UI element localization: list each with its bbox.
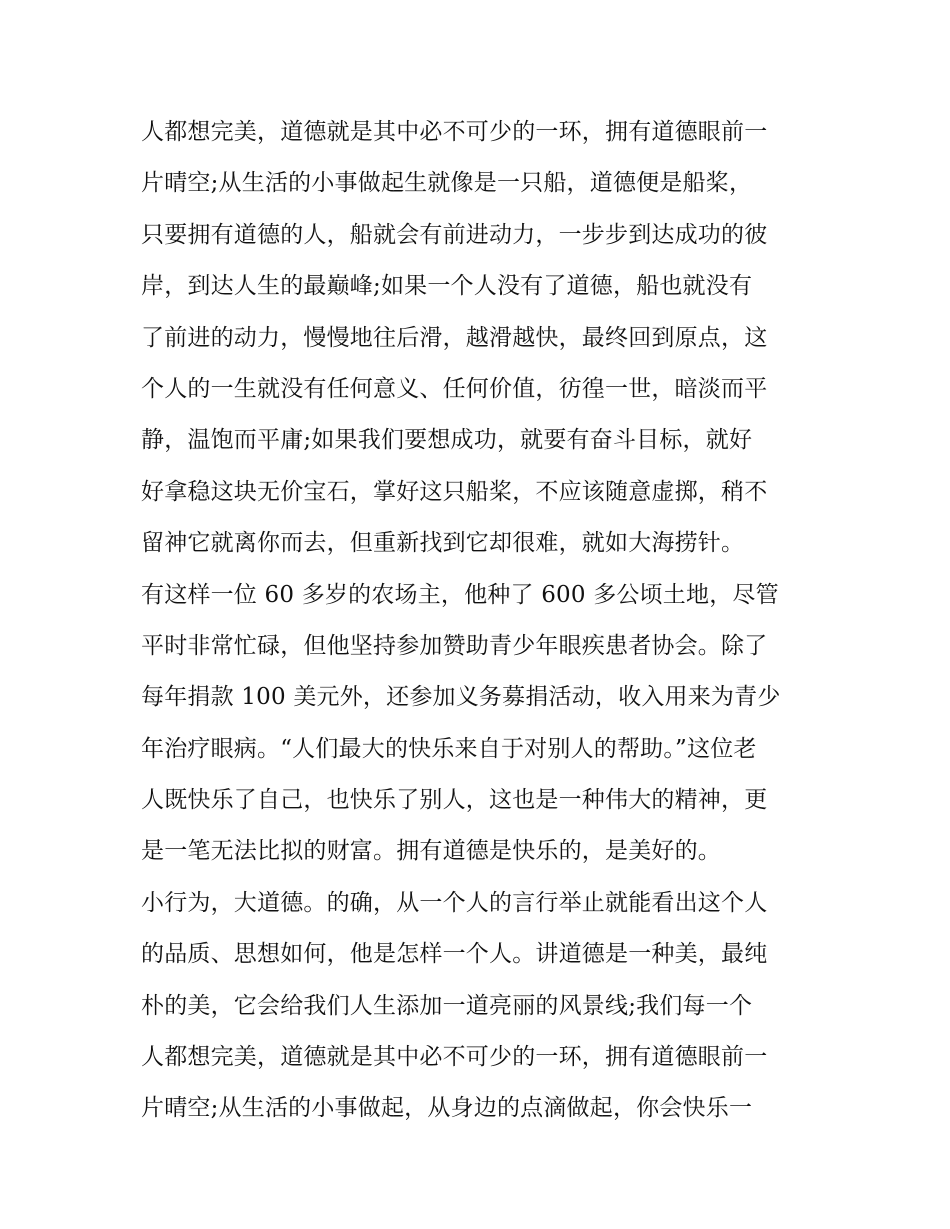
text-line: 人既快乐了自己，也快乐了别人，这也是一种伟大的精神，更: [141, 787, 768, 814]
text-line: 人都想完美，道德就是其中必不可少的一环，拥有道德眼前一: [141, 119, 768, 145]
text-line: 静，温饱而平庸;如果我们要想成功，就要有奋斗目标，就好: [141, 427, 753, 454]
body-text: [141, 107, 813, 1135]
text-line: 片晴空;从生活的小事做起，从身边的点滴做起，你会快乐一: [141, 1095, 753, 1122]
text-line: 朴的美，它会给我们人生添加一道亮丽的风景线;我们每一个: [141, 992, 753, 1019]
text-line: 的品质、思想如何，他是怎样一个人。讲道德是一种美，最纯: [141, 941, 768, 968]
text-line: 了前进的动力，慢慢地往后滑，越滑越快，最终回到原点，这: [141, 324, 768, 351]
text-line: 片晴空;从生活的小事做起生就像是一只船，道德便是船桨，: [141, 170, 753, 197]
text-line: 年治疗眼病。“人们最大的快乐来自于对别人的帮助。”这位老: [141, 735, 757, 762]
text-line: 每年捐款 100 美元外，还参加义务募捐活动，收入用来为青少: [141, 684, 781, 711]
text-line: 小行为，大道德。的确，从一个人的言行举止就能看出这个人: [141, 889, 768, 916]
text-line: 岸，到达人生的最巅峰;如果一个人没有了道德，船也就没有: [141, 273, 753, 300]
text-line: 留神它就离你而去，但重新找到它却很难，就如大海捞针。: [141, 530, 745, 557]
text-line: 有这样一位 60 多岁的农场主，他种了 600 多公顷土地，尽管: [141, 581, 779, 608]
text-line: 好拿稳这块无价宝石，掌好这只船桨，不应该随意虚掷，稍不: [141, 478, 768, 505]
text-line: 个人的一生就没有任何意义、任何价值，彷徨一世，暗淡而平: [141, 375, 768, 402]
text-line: 只要拥有道德的人，船就会有前进动力，一步步到达成功的彼: [141, 221, 768, 248]
text-line: 平时非常忙碌，但他坚持参加赞助青少年眼疾患者协会。除了: [141, 632, 768, 659]
text-line: 人都想完美，道德就是其中必不可少的一环，拥有道德眼前一: [141, 1044, 768, 1071]
text-line: 是一笔无法比拟的财富。拥有道德是快乐的，是美好的。: [141, 838, 721, 865]
